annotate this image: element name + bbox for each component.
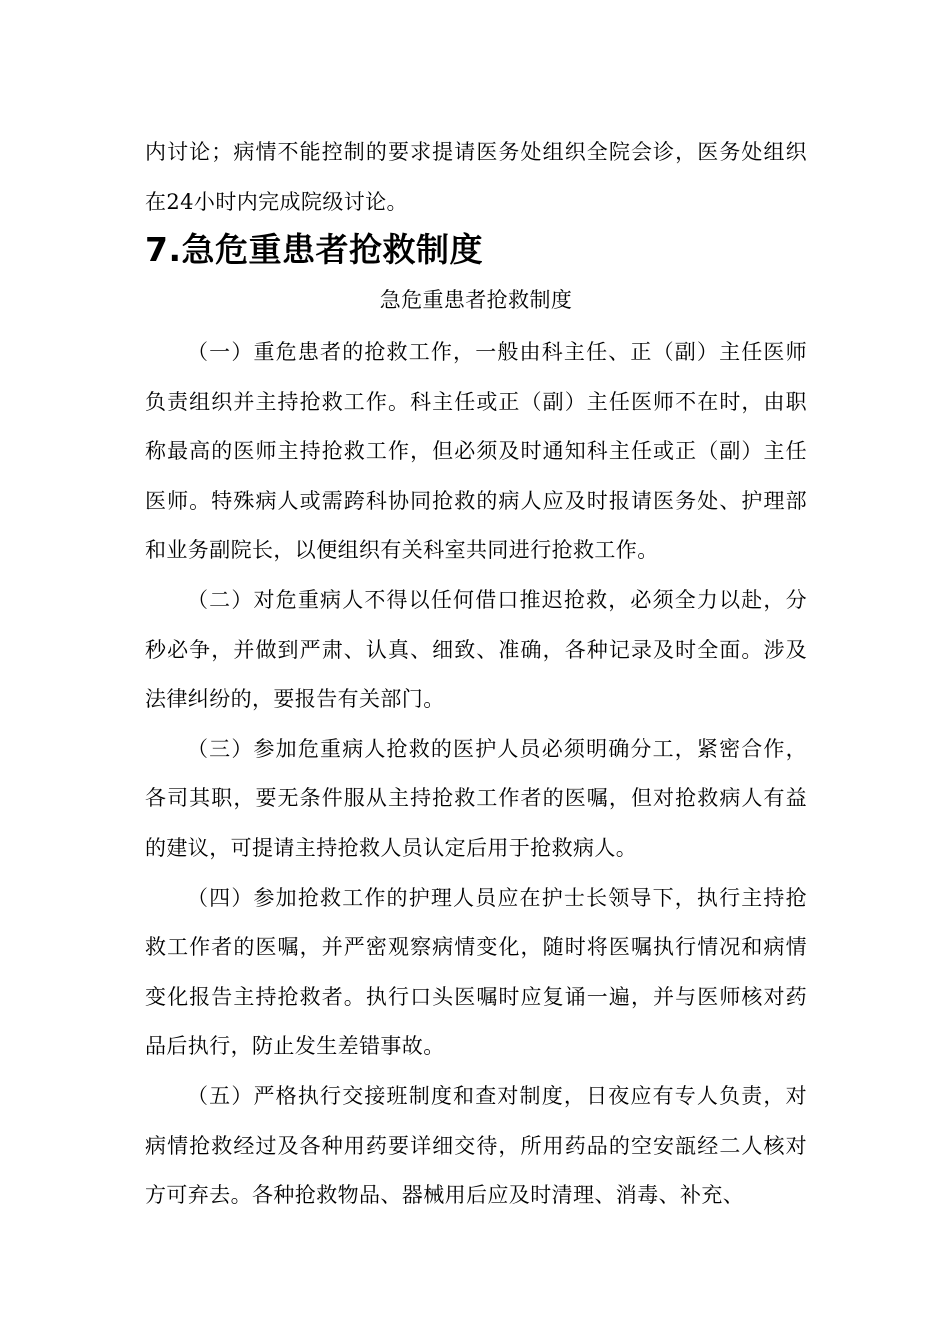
policy-body bbox=[145, 328, 807, 1221]
section-heading: 7.急危重患者抢救制度 bbox=[145, 230, 483, 269]
policy-paragraph-1: （一）重危患者的抢救工作，一般由科主任、正（副）主任医师负责组织并主持抢救工作。科主任或正（副）主任医师不在时，由职称最高的医师主持抢救工作，但必须及时通知科主任或正（副）主任医师。特殊病人或需跨科协同抢救的病人应及时报请医务处、护理部和业务副院长，以便组织有关科室共同进行抢救工作。 bbox=[145, 340, 807, 563]
policy-paragraph-4: （四）参加抢救工作的护理人员应在护士长领导下，执行主持抢救工作者的医嘱，并严密观察病情变化，随时将医嘱执行情况和病情变化报告主持抢救者。执行口头医嘱时应复诵一遍，并与医师核对药品后执行，防止发生差错事故。 bbox=[145, 885, 807, 1059]
intro-block bbox=[145, 128, 807, 227]
policy-paragraph-5: （五）严格执行交接班制度和查对制度，日夜应有专人负责，对病情抢救经过及各种用药要详细交待，所用药品的空安瓿经二人核对方可弃去。各种抢救物品、器械用后应及时清理、消毒、补充、 bbox=[145, 1083, 807, 1208]
policy-paragraph-2: （二）对危重病人不得以任何借口推迟抢救，必须全力以赴，分秒必争，并做到严肃、认真、细致、准确，各种记录及时全面。涉及法律纠纷的，要报告有关部门。 bbox=[145, 587, 807, 712]
document-subtitle: 急危重患者抢救制度 bbox=[379, 288, 573, 312]
intro-paragraph: 内讨论；病情不能控制的要求提请医务处组织全院会诊，医务处组织在24小时内完成院级讨论。 bbox=[145, 140, 807, 214]
policy-paragraph-3: （三）参加危重病人抢救的医护人员必须明确分工，紧密合作，各司其职，要无条件服从主持抢救工作者的医嘱，但对抢救病人有益的建议，可提请主持抢救人员认定后用于抢救病人。 bbox=[145, 736, 807, 860]
